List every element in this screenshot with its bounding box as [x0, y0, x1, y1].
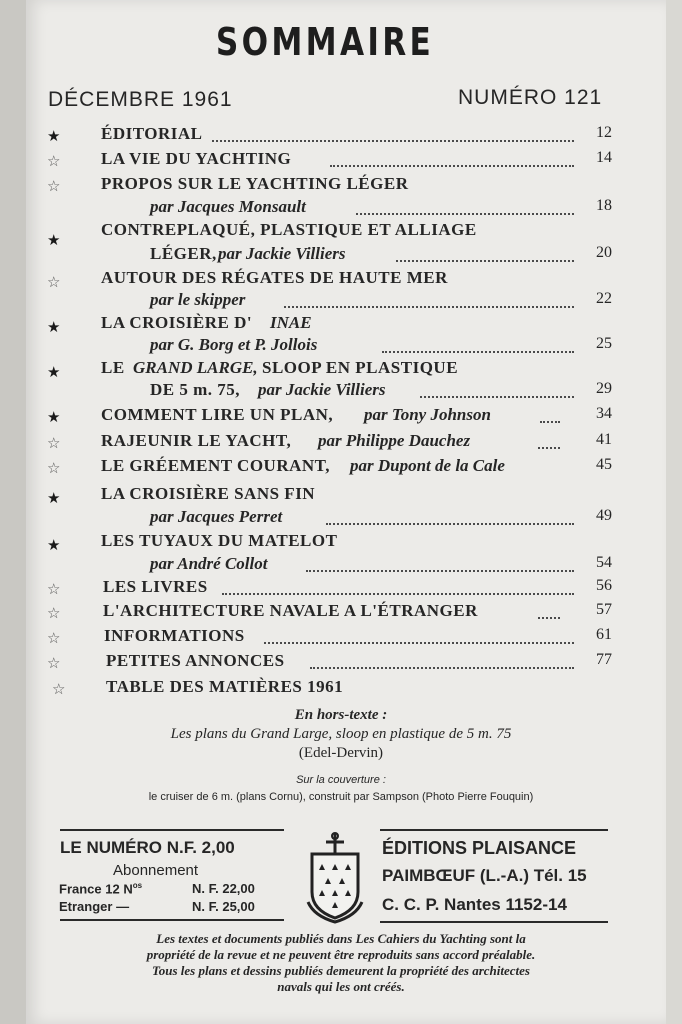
entry-page: 45 [596, 456, 612, 473]
toc-entry[interactable] [0, 149, 682, 171]
entry-author: par Philippe Dauchez [318, 431, 471, 450]
toc-entry[interactable] [0, 651, 682, 673]
filled-star-icon: ★ [47, 408, 61, 426]
entry-title: LE [101, 358, 125, 377]
entry-title: LA CROISIÈRE SANS FIN [101, 484, 316, 503]
entry-page: 25 [596, 335, 612, 352]
entry-title: CONTREPLAQUÉ, PLASTIQUE ET ALLIAGE [101, 220, 477, 239]
entry-page: 56 [596, 577, 612, 594]
entry-author: par le skipper [150, 290, 246, 309]
entry-title: L'ARCHITECTURE NAVALE A L'ÉTRANGER [103, 601, 478, 620]
toc-entry[interactable] [0, 626, 682, 648]
entry-title: LES LIVRES [103, 577, 208, 596]
entry-title: PROPOS SUR LE YACHTING LÉGER [101, 174, 409, 193]
entry-page: 41 [596, 431, 612, 448]
entry-author: par Tony Johnson [364, 405, 491, 424]
toc-entry[interactable] [0, 431, 682, 453]
entry-page: 49 [596, 507, 612, 524]
hors-texte-credit: (Edel-Dervin) [298, 745, 384, 761]
toc-entry[interactable] [0, 601, 682, 623]
entry-page: 61 [596, 626, 612, 643]
hollow-star-icon: ☆ [47, 629, 61, 647]
toc-entry[interactable] [0, 531, 682, 573]
publisher-ccp: C. C. P. Nantes 1152-14 [382, 895, 567, 914]
hollow-star-icon: ☆ [47, 273, 61, 291]
issue-number: NUMÉRO 121 [458, 86, 603, 109]
entry-title: PETITES ANNONCES [106, 651, 285, 670]
entry-page: 18 [596, 197, 612, 214]
divider [60, 919, 284, 921]
divider [380, 921, 608, 923]
entry-author: par Jacques Perret [150, 507, 283, 526]
hollow-star-icon: ☆ [47, 604, 61, 622]
entry-title: COMMENT LIRE UN PLAN, [101, 405, 334, 424]
copyright-line: Tous les plans et dessins publiés demeurent la propriété des architectes [152, 963, 530, 978]
toc-entry[interactable] [0, 174, 682, 216]
hollow-star-icon: ☆ [47, 459, 61, 477]
toc-entry[interactable] [0, 677, 682, 699]
copyright-line: navals qui les ont créés. [277, 979, 405, 994]
toc-entry[interactable] [0, 577, 682, 599]
copyright-line: Les textes et documents publiés dans Les Cahiers du Yachting sont la [156, 931, 526, 946]
filled-star-icon: ★ [47, 536, 61, 554]
entry-page: 29 [596, 380, 612, 397]
filled-star-icon: ★ [47, 127, 61, 145]
hollow-star-icon: ☆ [47, 177, 61, 195]
entry-page: 22 [596, 290, 612, 307]
cover-caption: le cruiser de 6 m. (plans Cornu), construit par Sampson (Photo Pierre Fouquin) [148, 791, 534, 803]
entry-title: ÉDITORIAL [101, 124, 203, 143]
hollow-star-icon: ☆ [47, 434, 61, 452]
entry-title: LES TUYAUX DU MATELOT [101, 531, 338, 550]
entry-author: par André Collot [150, 554, 268, 573]
price-per-issue: LE NUMÉRO N.F. 2,00 [60, 838, 235, 857]
entry-title-line2: DE 5 m. 75, [150, 380, 241, 399]
subscription-heading: Abonnement [113, 862, 199, 879]
entry-page: 57 [596, 601, 612, 618]
hollow-star-icon: ☆ [47, 654, 61, 672]
divider [60, 829, 284, 831]
toc-entry[interactable] [0, 484, 682, 526]
toc-entry[interactable] [0, 456, 682, 478]
entry-title-cont: SLOOP EN PLASTIQUE [262, 358, 459, 377]
entry-title: AUTOUR DES RÉGATES DE HAUTE MER [101, 268, 448, 287]
entry-title-italic: INAE [270, 313, 312, 332]
entry-author: par Dupont de la Cale [350, 456, 505, 475]
hors-texte-line: Les plans du Grand Large, sloop en plastique de 5 m. 75 [170, 726, 512, 742]
entry-title: LA VIE DU YACHTING [101, 149, 292, 168]
entry-title: LE GRÉEMENT COURANT, [101, 456, 330, 475]
entry-author: par Jacques Monsault [150, 197, 306, 216]
toc-entry[interactable] [0, 268, 682, 309]
entry-title: RAJEUNIR LE YACHT, [101, 431, 292, 450]
anchor-shield-emblem-icon [306, 832, 364, 924]
filled-star-icon: ★ [47, 489, 61, 507]
hollow-star-icon: ☆ [47, 580, 61, 598]
subscription-abroad: Etranger — [59, 899, 130, 914]
cover-heading: Sur la couverture : [296, 774, 386, 786]
entry-author: par Jackie Villiers [258, 380, 386, 399]
toc-entry[interactable] [0, 220, 682, 263]
copyright-line: propriété de la revue et ne peuvent être reproduits sans accord préalable. [146, 947, 536, 962]
publisher-name: ÉDITIONS PLAISANCE [382, 838, 577, 858]
entry-author: par G. Borg et P. Jollois [150, 335, 318, 354]
entry-page: 34 [596, 405, 612, 422]
price-abroad: N. F. 25,00 [192, 899, 255, 914]
toc-entry[interactable] [0, 124, 682, 146]
entry-page: 14 [596, 149, 612, 166]
hollow-star-icon: ☆ [52, 680, 66, 698]
entry-author: par Jackie Villiers [218, 244, 346, 263]
price-france: N. F. 22,00 [192, 881, 255, 896]
filled-star-icon: ★ [47, 318, 61, 336]
divider [380, 829, 608, 831]
entry-page: 12 [596, 124, 612, 141]
subscription-france: France 12 $N^{os}$ [59, 881, 143, 897]
toc-entry[interactable] [0, 358, 682, 399]
toc-entry[interactable] [0, 313, 682, 354]
hors-texte-heading: En hors-texte : [294, 707, 388, 723]
entry-page: 77 [596, 651, 612, 668]
entry-title-italic: GRAND LARGE, [133, 358, 258, 377]
publisher-address: PAIMBŒUF (L.-A.) Tél. 15 [382, 866, 587, 885]
entry-title: INFORMATIONS [104, 626, 245, 645]
entry-title: LA CROISIÈRE D' [101, 313, 253, 332]
page-title: SOMMAIRE [215, 20, 435, 64]
entry-page: 54 [596, 554, 612, 571]
hollow-star-icon: ☆ [47, 152, 61, 170]
filled-star-icon: ★ [47, 363, 61, 381]
toc-entry[interactable] [0, 405, 682, 427]
entry-page: 20 [596, 244, 612, 261]
entry-title-cont: LÉGER, [150, 244, 217, 263]
issue-date: DÉCEMBRE 1961 [48, 88, 233, 111]
filled-star-icon: ★ [47, 231, 61, 249]
entry-title: TABLE DES MATIÈRES 1961 [106, 677, 344, 696]
